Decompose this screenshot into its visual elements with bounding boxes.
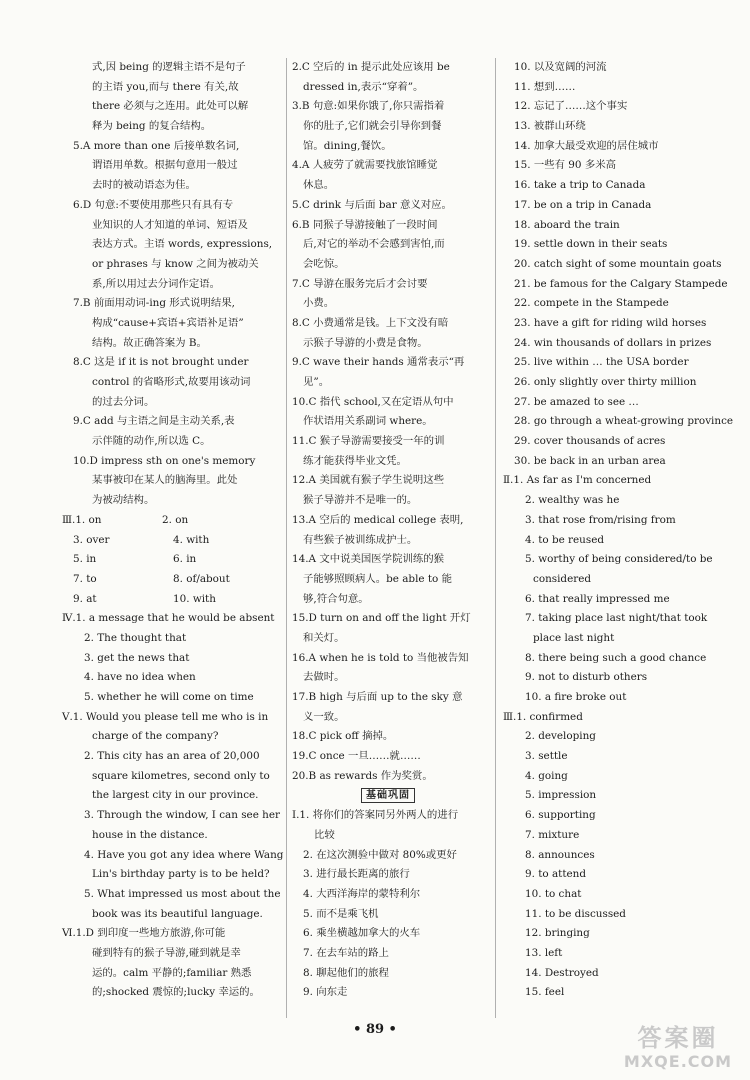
- column-divider: [495, 58, 496, 1018]
- section-heading-label: 基础巩固: [361, 788, 415, 803]
- answer-line: 13. 被群山环绕: [514, 120, 586, 133]
- answer-line: 10. 以及宽阔的河流: [514, 61, 607, 73]
- answer-line: 2. developing: [525, 730, 596, 743]
- answer-line: Lin's birthday party is to be held?: [92, 868, 270, 881]
- answer-cell: 8. of/about: [173, 572, 230, 585]
- answer-line: 释为 being 的复合结构。: [92, 120, 212, 133]
- answer-line: 小费。: [303, 297, 335, 310]
- answer-line: 10. to chat: [525, 887, 582, 900]
- answer-line: 16. take a trip to Canada: [514, 179, 646, 192]
- answer-line: 12. bringing: [525, 927, 590, 940]
- answer-line: Ⅴ.1. Would you please tell me who is in: [62, 710, 269, 723]
- answer-line: 14.A 文中说美国医学院训练的猴: [292, 553, 445, 566]
- watermark-text-cn: 答案圈: [637, 1024, 719, 1052]
- answer-line: 义一致。: [303, 710, 345, 723]
- answer-line: 7. mixture: [525, 828, 580, 841]
- answer-line: 3. that rose from/rising from: [525, 513, 676, 526]
- answer-line: 碰到特有的猴子导游,碰到就是幸: [92, 946, 241, 959]
- answer-line: 6. 乘坐横越加拿大的火车: [303, 927, 421, 940]
- answer-line: 的主语 you,而与 there 有关,故: [92, 80, 239, 93]
- answer-line: 17. be on a trip in Canada: [514, 198, 652, 211]
- watermark-text-url: MXQE.COM: [623, 1052, 733, 1071]
- answer-line: 14. Destroyed: [525, 966, 599, 979]
- answer-line: 构成“cause+宾语+宾语补足语”: [92, 316, 244, 329]
- answer-line: 系,所以用过去分词作定语。: [92, 277, 220, 290]
- answer-line: Ⅳ.1. a message that he would be absent: [62, 612, 275, 625]
- answer-line: 12. 忘记了……这个事实: [514, 100, 628, 113]
- answer-line: 5.A more than one 后接单数名词,: [73, 139, 240, 152]
- answer-line: 表达方式。主语 words, expressions,: [92, 238, 273, 251]
- answer-line: 27. be amazed to see …: [514, 395, 639, 408]
- answer-line: 式,因 being 的逻辑主语不是句子: [92, 61, 246, 73]
- answer-line: 猴子导游并不是唯一的。: [303, 494, 418, 507]
- page-number: • 89 •: [353, 1022, 397, 1037]
- answer-line: 为被动结构。: [92, 494, 155, 507]
- answer-line: 5. worthy of being considered/to be: [525, 553, 713, 566]
- section-heading: [292, 786, 484, 806]
- answer-line: Ⅰ.1. 将你们的答案同另外两人的进行: [292, 809, 459, 822]
- answer-line: 26. only slightly over thirty million: [514, 376, 697, 388]
- answer-line: 22. compete in the Stampede: [514, 297, 669, 310]
- answer-line: 7.C 导游在服务完后才会讨要: [292, 277, 428, 290]
- answer-line: 9. to attend: [525, 868, 586, 881]
- answer-line: 3. 进行最长距离的旅行: [303, 868, 410, 881]
- answer-line: Ⅲ.1. confirmed: [503, 710, 583, 723]
- answer-cell: 6. in: [173, 553, 197, 566]
- answer-line: 的;shocked 震惊的;lucky 幸运的。: [92, 986, 260, 999]
- answer-cell: 3. over: [73, 533, 110, 546]
- answer-line: 8. 聊起他们的旅程: [303, 966, 389, 979]
- answer-line: 10. a fire broke out: [525, 691, 627, 703]
- answer-line: 23. have a gift for riding wild horses: [514, 316, 707, 329]
- answer-line: 13. left: [525, 946, 563, 959]
- answer-line: 15. feel: [525, 986, 565, 999]
- answer-line: control 的省略形式,故要用该动词: [92, 376, 251, 388]
- answer-line: 20.B as rewards 作为奖赏。: [292, 769, 433, 782]
- answer-line: 6.D 句意:不要使用那些只有具有专: [73, 198, 234, 211]
- answer-line: 11. to be discussed: [525, 907, 626, 920]
- answer-line: 子能够照顾病人。be able to 能: [303, 572, 452, 585]
- answer-column-middle: [292, 58, 484, 1003]
- answer-line: [62, 570, 280, 590]
- answer-line: 4. going: [525, 769, 568, 782]
- answer-cell: 2. on: [162, 513, 189, 526]
- answer-line: 10.C 指代 school,又在定语从句中: [292, 395, 454, 408]
- answer-line: [62, 511, 280, 531]
- answer-line: 6. that really impressed me: [525, 592, 670, 605]
- answer-line: 29. cover thousands of acres: [514, 435, 666, 448]
- answer-line: 3. get the news that: [84, 651, 190, 664]
- answer-line: 2.C 空后的 in 提示此处应该用 be: [292, 61, 450, 73]
- answer-line: 25. live within … the USA border: [514, 356, 689, 369]
- answer-line: 13.A 空后的 medical college 表明,: [292, 513, 464, 526]
- answer-line: 5.C drink 与后面 bar 意义对应。: [292, 198, 452, 211]
- answer-line: 4. Have you got any idea where Wang: [84, 848, 284, 861]
- answer-line: 12.A 美国就有猴子学生说明这些: [292, 474, 445, 487]
- answer-line: 19. settle down in their seats: [514, 238, 668, 251]
- answer-line: 10.D impress sth on one's memory: [73, 454, 256, 467]
- answer-line: 4.A 人疲劳了就需要找旅馆睡觉: [292, 159, 438, 172]
- answer-line: 和关灯。: [303, 631, 345, 644]
- answer-line: 4. 大西洋海岸的蒙特利尔: [303, 887, 421, 900]
- answer-line: 9.C wave their hands 通常表示“再: [292, 356, 465, 369]
- answer-cell: 9. at: [73, 592, 97, 605]
- answer-cell: 10. with: [173, 592, 216, 605]
- answer-line: 谓语用单数。根据句意用一般过: [92, 159, 238, 172]
- answer-line: 5. What impressed us most about the: [84, 887, 281, 900]
- answer-cell: 7. to: [73, 572, 97, 585]
- answer-line: 18. aboard the train: [514, 218, 620, 231]
- answer-line: 某事被印在某人的脑海里。此处: [92, 474, 238, 487]
- answer-line: 3. Through the window, I can see her: [84, 809, 280, 822]
- answer-line: charge of the company?: [92, 730, 219, 743]
- answer-line: 作状语用关系副词 where。: [303, 415, 433, 428]
- answer-line: 4. to be reused: [525, 533, 604, 546]
- answer-line: 9. not to disturb others: [525, 671, 648, 684]
- answer-line: 馆。dining,餐饮。: [303, 139, 392, 152]
- answer-line: 业知识的人才知道的单词、短语及: [92, 218, 248, 231]
- answer-cell: 4. with: [173, 533, 210, 546]
- answer-line: 6. supporting: [525, 809, 596, 822]
- answer-line: 休息。: [303, 179, 335, 192]
- answer-line: 8.C 小费通常是钱。上下文没有暗: [292, 316, 449, 329]
- answer-line: 21. be famous for the Calgary Stampede: [514, 277, 728, 290]
- answer-line: 4. have no idea when: [84, 671, 196, 684]
- watermark-logo: [612, 1024, 744, 1076]
- answer-line: 去做时。: [303, 671, 345, 684]
- answer-line: house in the distance.: [92, 828, 208, 841]
- answer-line: 会吃惊。: [303, 257, 345, 270]
- answer-line: [62, 590, 280, 610]
- answer-line: 18.C pick off 摘掉。: [292, 730, 394, 743]
- answer-line: 你的肚子,它们就会引导你到餐: [303, 120, 442, 133]
- answer-line: 15. 一些有 90 多米高: [514, 159, 616, 172]
- answer-line: 7. taking place last night/that took: [525, 612, 708, 625]
- answer-column-left: [62, 58, 284, 1003]
- answer-line: 8. announces: [525, 848, 595, 861]
- answer-line: or phrases 与 know 之间为被动关: [92, 257, 259, 270]
- answer-line: 28. go through a wheat-growing province: [514, 415, 734, 428]
- answer-line: 9. 向东走: [303, 986, 348, 999]
- answer-line: 去时的被动语态为佳。: [92, 179, 196, 192]
- answer-line: 3. settle: [525, 750, 568, 763]
- answer-line: 的过去分词。: [92, 395, 155, 408]
- answer-line: 30. be back in an urban area: [514, 454, 666, 467]
- answer-line: there 必须与之连用。此处可以解: [92, 100, 249, 113]
- answer-cell: 5. in: [73, 553, 97, 566]
- answer-line: 示猴子导游的小费是食物。: [303, 336, 428, 349]
- answer-line: dressed in,表示“穿着”。: [303, 80, 424, 93]
- answer-line: 16.A when he is told to 当他被告知: [292, 651, 469, 664]
- answer-column-right: [503, 58, 734, 1003]
- answer-line: [62, 531, 280, 551]
- answer-line: 11.C 猴子导游需要接受一年的训: [292, 435, 445, 448]
- answer-line: Ⅱ.1. As far as I'm concerned: [503, 474, 652, 487]
- column-divider: [286, 58, 287, 1018]
- answer-line: 2. The thought that: [84, 631, 187, 644]
- answer-line: 7.B 前面用动词-ing 形式说明结果,: [73, 297, 235, 310]
- answer-line: 2. 在这次测验中做对 80%或更好: [303, 848, 457, 861]
- answer-line: 后,对它的举动不会感到害怕,而: [303, 238, 445, 251]
- answer-line: 有些猴子被训练成护士。: [303, 533, 418, 546]
- answer-line: 示伴随的动作,所以选 C。: [92, 435, 211, 448]
- answer-line: 8. there being such a good chance: [525, 651, 707, 664]
- answer-line: 24. win thousands of dollars in prizes: [514, 336, 712, 349]
- answer-line: [62, 550, 280, 570]
- answer-line: 14. 加拿大最受欢迎的居住城市: [514, 139, 659, 152]
- answer-line: 结构。故正确答案为 B。: [92, 336, 207, 349]
- answer-line: 5. whether he will come on time: [84, 691, 254, 703]
- answer-line: 11. 想到……: [514, 80, 576, 93]
- answer-line: 8.C 这是 if it is not brought under: [73, 356, 249, 369]
- answer-line: book was its beautiful language.: [92, 907, 263, 920]
- answer-line: 9.C add 与主语之间是主动关系,表: [73, 415, 235, 428]
- answer-line: 3.B 句意:如果你饿了,你只需指着: [292, 100, 445, 113]
- answer-line: 17.B high 与后面 up to the sky 意: [292, 691, 463, 703]
- answer-line: 运的。calm 平静的;familiar 熟悉: [92, 966, 252, 979]
- answer-line: the largest city in our province.: [92, 789, 259, 802]
- answer-line: square kilometres, second only to: [92, 769, 270, 782]
- answer-line: 7. 在去车站的路上: [303, 946, 389, 959]
- answer-cell: Ⅲ.1. on: [62, 513, 102, 526]
- answer-line: place last night: [533, 631, 615, 644]
- answer-line: 够,符合句意。: [303, 592, 369, 605]
- answer-line: 见”。: [303, 376, 330, 388]
- answer-line: considered: [533, 572, 591, 585]
- answer-line: 6.B 同猴子导游接触了一段时间: [292, 218, 438, 231]
- answer-line: 2. This city has an area of 20,000: [84, 750, 260, 763]
- answer-line: 比较: [314, 828, 335, 841]
- answer-line: 15.D turn on and off the light 开灯: [292, 612, 471, 625]
- answer-line: 19.C once 一旦……就……: [292, 750, 421, 763]
- answer-line: 20. catch sight of some mountain goats: [514, 257, 722, 270]
- answer-line: Ⅵ.1.D 到印度一些地方旅游,你可能: [62, 927, 226, 940]
- answer-line: 练才能获得毕业文凭。: [303, 454, 407, 467]
- answer-line: 5. impression: [525, 789, 597, 802]
- answer-line: 2. wealthy was he: [525, 494, 620, 507]
- answer-line: 5. 而不是乘飞机: [303, 907, 379, 920]
